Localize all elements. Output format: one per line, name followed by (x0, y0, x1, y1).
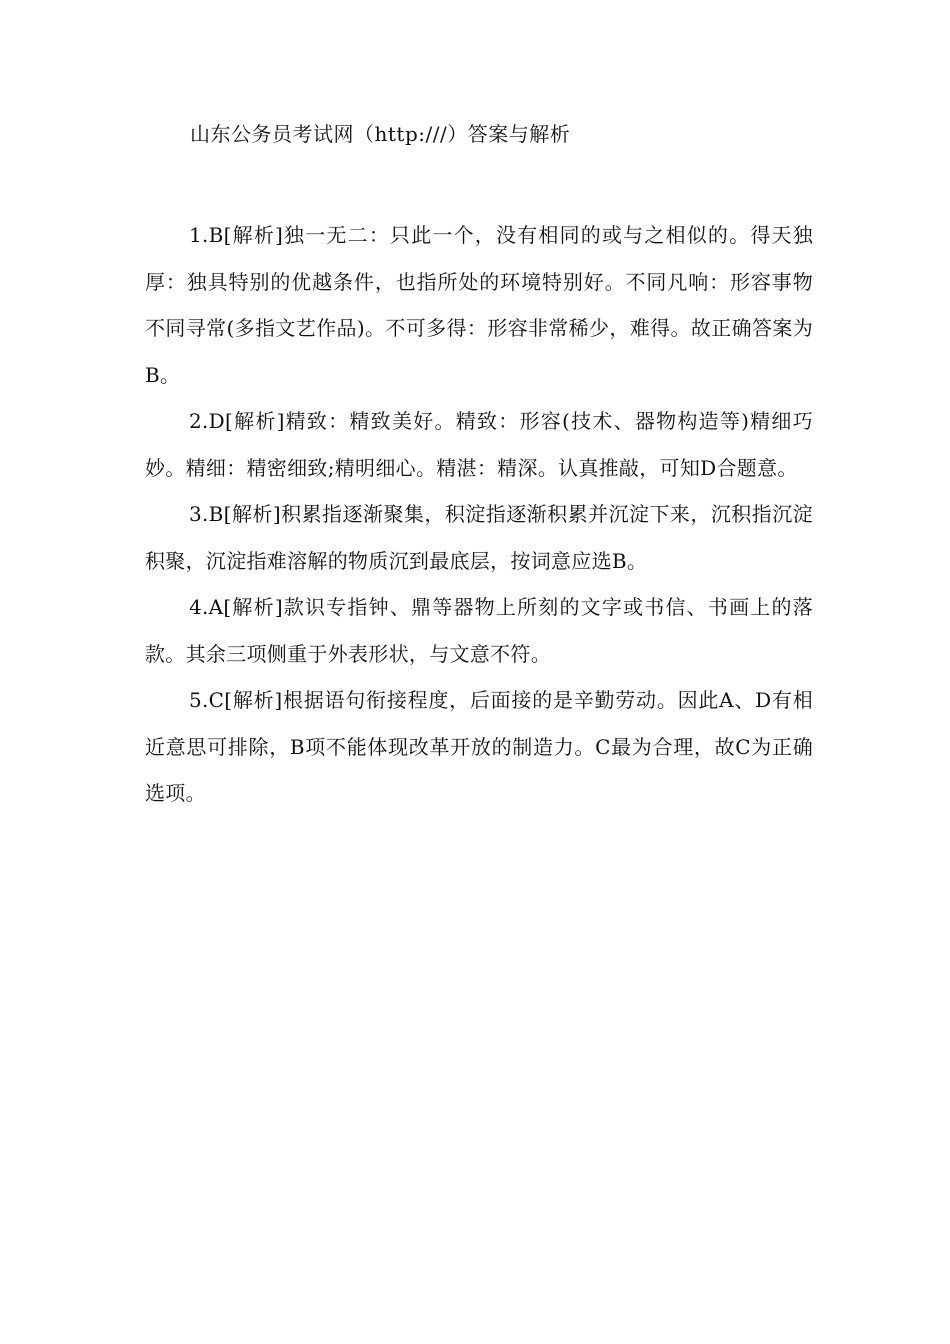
answer-paragraph-3: 3.B[解析]积累指逐渐聚集，积淀指逐渐积累并沉淀下来，沉积指沉淀积聚，沉淀指难溶解的物质沉到最底层，按词意应选B。 (145, 502, 813, 573)
document-header: 山东公务员考试网（http:///）答案与解析 (190, 122, 571, 146)
answer-paragraph-1: 1.B[解析]独一无二：只此一个，没有相同的或与之相似的。得天独厚：独具特别的优越条件，也指所处的环境特别好。不同凡响：形容事物不同寻常(多指文艺作品)。不可多得：形容非常稀少，难得。故正确答案为B。 (145, 223, 813, 387)
answer-explanations (145, 212, 813, 817)
answer-paragraph-5: 5.C[解析]根据语句衔接程度，后面接的是辛勤劳动。因此A、D有相近意思可排除，B项不能体现改革开放的制造力。C最为合理，故C为正确选项。 (145, 688, 813, 805)
answer-paragraph-4: 4.A[解析]款识专指钟、鼎等器物上所刻的文字或书信、书画上的落款。其余三项侧重于外表形状，与文意不符。 (145, 595, 813, 666)
answer-paragraph-2: 2.D[解析]精致：精致美好。精致：形容(技术、器物构造等)精细巧妙。精细：精密细致;精明细心。精湛：精深。认真推敲，可知D合题意。 (145, 409, 813, 480)
